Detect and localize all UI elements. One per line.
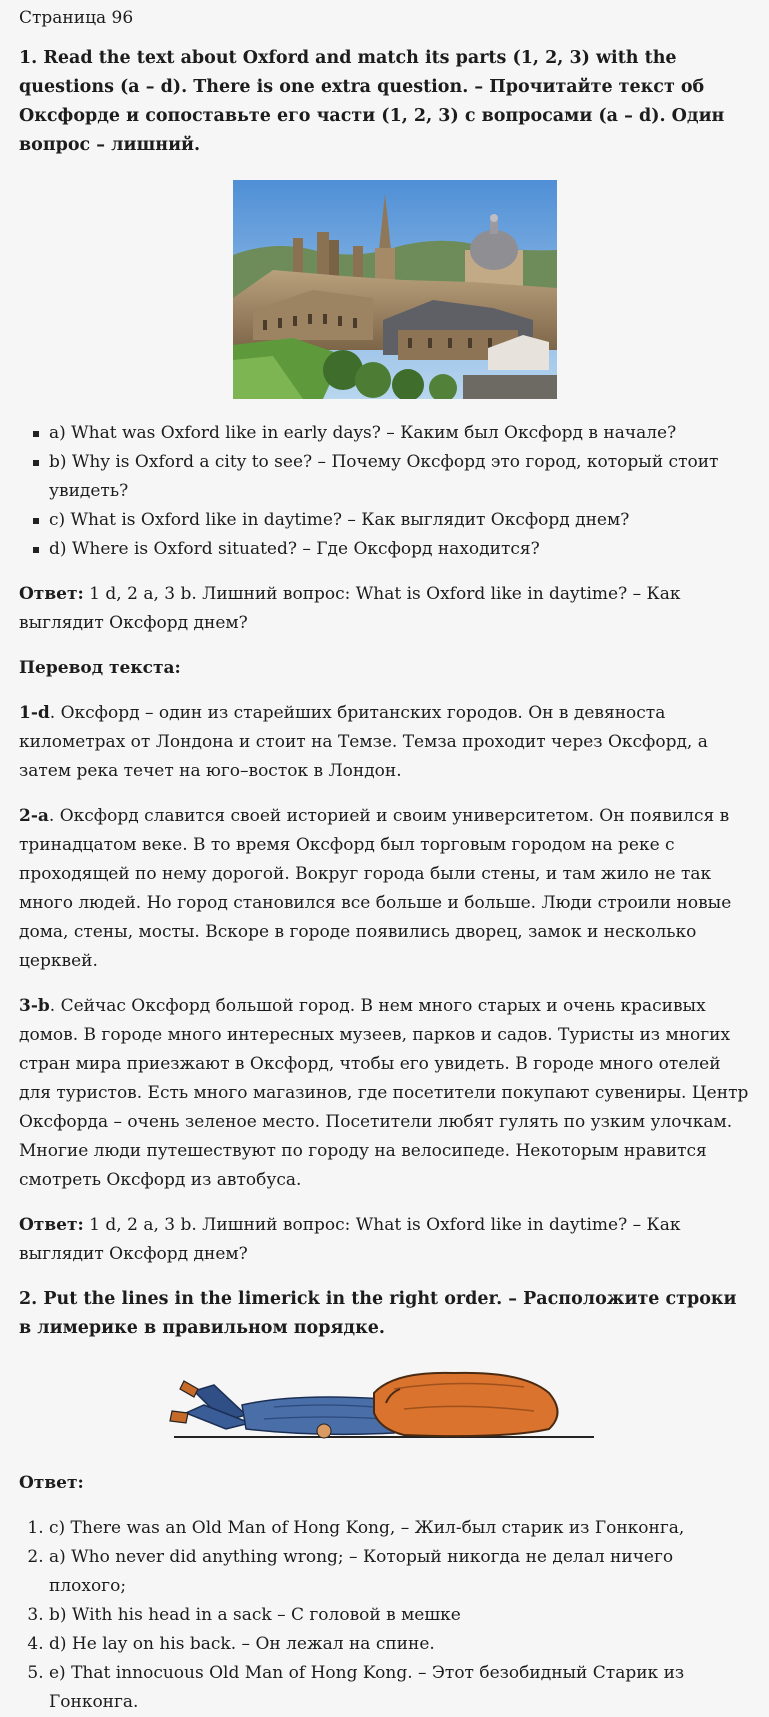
answer-label: Ответ: (19, 584, 84, 604)
list-item: d) Where is Oxford situated? – Где Оксфорд находится? (49, 535, 750, 564)
limerick-lines-list (19, 1514, 750, 1717)
answer-label: Ответ: (19, 1215, 84, 1235)
list-item: 1. c) There was an Old Man of Hong Kong, – Жил-был старик из Гонконга, (49, 1514, 750, 1543)
task-1-heading: 1. Read the text about Oxford and match its parts (1, 2, 3) with the questions (a – d). There is one extra question. – Прочитайте текст об Оксфорде и сопоставьте его части (1, 2, 3) с вопросами (a – d). Один вопрос – лишний. (19, 48, 725, 155)
answer-text: 1 d, 2 a, 3 b. Лишний вопрос: What is Oxford like in daytime? – Как выглядит Оксфорд днем? (19, 1215, 681, 1264)
list-item: b) Why is Oxford a city to see? – Почему Оксфорд это город, который стоит увидеть? (49, 448, 750, 506)
part-text: . Оксфорд славится своей историей и своим университетом. Он появился в тринадцатом веке. В то время Оксфорд был торговым городом на реке с проходящей по нему дорогой. Вокруг города были стены, и там жило не так много людей. Но город становился все больше и больше. Люди строили новые дома, стены, мосты. Вскоре в городе появились дворец, замок и несколько церквей. (19, 806, 732, 971)
answer-text: 1 d, 2 a, 3 b. Лишний вопрос: What is Oxford like in daytime? – Как выглядит Оксфорд днем? (19, 584, 681, 633)
part-label: 2-a (19, 806, 49, 826)
answer-paragraph (19, 580, 750, 638)
answer-label: Ответ: (19, 1473, 84, 1493)
list-item: 2. a) Who never did anything wrong; – Который никогда не делал ничего плохого; (49, 1543, 750, 1601)
task-2-answer-heading (19, 1469, 750, 1498)
answer-paragraph-repeat (19, 1211, 750, 1269)
text-part-1 (19, 699, 750, 786)
translation-heading (19, 654, 750, 683)
list-item: c) What is Oxford like in daytime? – Как выглядит Оксфорд днем? (49, 506, 750, 535)
list-item: 3. b) With his head in a sack – С головой в мешке (49, 1601, 750, 1630)
list-item: 5. e) That innocuous Old Man of Hong Kong. – Этот безобидный Старик из Гонконга. (49, 1659, 750, 1717)
translation-heading-text: Перевод текста: (19, 658, 181, 678)
part-label: 3-b (19, 996, 50, 1016)
part-text: . Оксфорд – один из старейших британских городов. Он в девяноста километрах от Лондона и стоит на Темзе. Темза проходит через Оксфорд, а затем река течет на юго–восток в Лондон. (19, 703, 708, 781)
text-part-2 (19, 802, 750, 976)
oxford-photo (233, 180, 557, 399)
text-part-3 (19, 992, 750, 1195)
part-text: . Сейчас Оксфорд большой город. В нем много старых и очень красивых домов. В городе много интересных музеев, парков и садов. Туристы из многих стран мира приезжают в Оксфорд, чтобы его увидеть. В городе много отелей для туристов. Есть много магазинов, где посетители покупают сувениры. Центр Оксфорда – очень зеленое место. Посетители любят гулять по узким улочкам. Многие люди путешествуют по городу на велосипеде. Некоторым нравится смотреть Оксфорд из автобуса. (19, 996, 749, 1190)
old-man-in-sack-illustration (154, 1363, 604, 1443)
list-item: a) What was Oxford like in early days? – Каким был Оксфорд в начале? (49, 419, 750, 448)
questions-list (19, 419, 750, 564)
part-label: 1-d (19, 703, 50, 723)
page-number: Страница 96 (19, 8, 134, 28)
task-2-heading: 2. Put the lines in the limerick in the right order. – Расположите строки в лимерике в правильном порядке. (19, 1289, 737, 1338)
list-item: 4. d) He lay on his back. – Он лежал на спине. (49, 1630, 750, 1659)
